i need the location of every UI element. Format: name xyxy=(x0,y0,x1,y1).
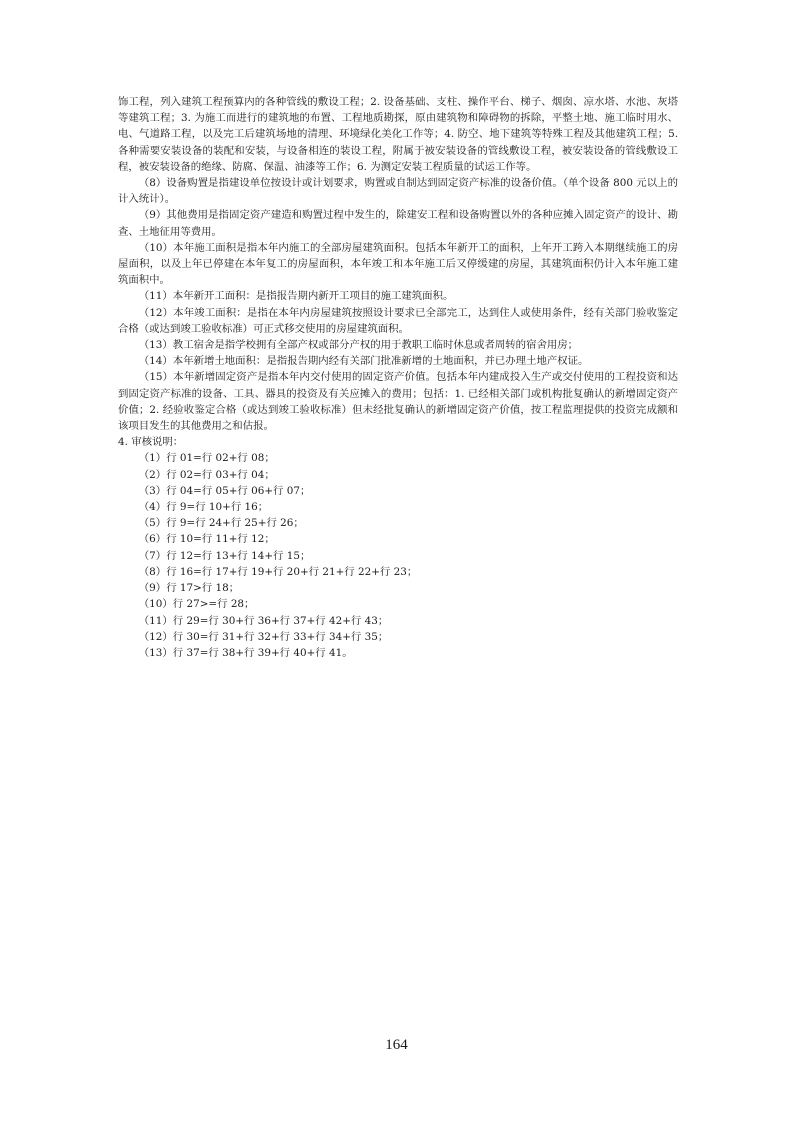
audit-formula-item: （6）行 10=行 11+行 12； xyxy=(138,533,275,546)
audit-formula-list xyxy=(118,450,678,661)
audit-formula-item: （7）行 12=行 13+行 14+行 15； xyxy=(138,549,311,562)
audit-formula-item: （10）行 27>=行 28； xyxy=(138,598,255,611)
paragraph-equipment-purchase: （8）设备购置是指建设单位按设计或计划要求，购置或自制达到固定资产标准的设备价值。（单个设备 800 元以上的计入统计）。 xyxy=(118,177,678,206)
paragraph-new-fixed-assets: （15）本年新增固定资产是指本年内交付使用的固定资产价值。包括本年内建成投入生产或交付使用的工程投资和达到固定资产标准的设备、工具、器具的投资及有关应摊入的费用；包括：1. 已经相关部门或机构批复确认的新增固定资产价值；2. 经验收鉴定合格（或达到竣工验收标准）但未经批复确认的新增固定资产价值，按工程监理提供的投资完成额和该项目发生的其他费用之和估报。 xyxy=(118,371,678,433)
audit-formula-item: （3）行 04=行 05+行 06+行 07； xyxy=(138,484,311,497)
paragraph-staff-dormitory: （13）教工宿舍是指学校拥有全部产权或部分产权的用于教职工临时休息或者周转的宿舍用房； xyxy=(138,339,579,352)
audit-formula-item: （4）行 9=行 10+行 16； xyxy=(138,501,269,514)
paragraph-construction-works: 饰工程，列入建筑工程预算内的各种管线的敷设工程；2. 设备基础、支柱、操作平台、梯子、烟囱、凉水塔、水池、灰塔等建筑工程；3. 为施工而进行的建筑地的布置、工程地质勘探，原由建筑物和障碍物的拆除，平整土地、施工临时用水、电、气道路工程，以及完工后建筑场地的清理、环境绿化美化工作等；4. 防空、地下建筑等特殊工程及其他建筑工程；5. 各种需要安装设备的装配和安装，与设备相连的装设工程，附属于被安装设备的管线敷设工程，被安装设备的管线敷设工程，被安装设备的绝缘、防腐、保温、油漆等工作；6. 为测定安装工程质量的试运工作等。 xyxy=(118,96,678,173)
paragraph-new-land-area: （14）本年新增土地面积：是指报告期内经有关部门批准新增的土地面积，并已办理土地产权证。 xyxy=(138,355,589,368)
paragraph-new-started-area: （11）本年新开工面积：是指报告期内新开工项目的施工建筑面积。 xyxy=(138,290,454,303)
audit-formula-item: （13）行 37=行 38+行 39+行 40+行 41。 xyxy=(138,646,353,659)
audit-formula-item: （12）行 30=行 31+行 32+行 33+行 34+行 35； xyxy=(138,630,389,643)
paragraph-construction-area: （10）本年施工面积是指本年内施工的全部房屋建筑面积。包括本年新开工的面积，上年开工跨入本期继续施工的房屋面积，以及上年已停建在本年复工的房屋面积，本年竣工和本年施工后又停缓建的房屋，其建筑面积仍计入本年施工建筑面积中。 xyxy=(118,241,678,287)
section-heading-audit-notes: 4. 审核说明： xyxy=(118,436,184,449)
page-number: 164 xyxy=(385,1037,408,1053)
paragraph-completed-area: （12）本年竣工面积：是指在本年内房屋建筑按照设计要求已全部完工，达到住人或使用条件，经有关部门验收鉴定合格（或达到竣工验收标准）可正式移交使用的房屋建筑面积。 xyxy=(118,306,678,335)
page-body xyxy=(118,94,678,661)
paragraph-other-expenses: （9）其他费用是指固定资产建造和购置过程中发生的，除建安工程和设备购置以外的各种应摊入固定资产的设计、勘查、土地征用等费用。 xyxy=(118,209,678,238)
audit-formula-item: （1）行 01=行 02+行 08； xyxy=(138,452,275,465)
audit-formula-item: （5）行 9=行 24+行 25+行 26； xyxy=(138,517,304,530)
audit-formula-item: （8）行 16=行 17+行 19+行 20+行 21+行 22+行 23； xyxy=(138,565,418,578)
audit-formula-item: （9）行 17>行 18； xyxy=(138,582,240,595)
audit-formula-item: （2）行 02=行 03+行 04； xyxy=(138,468,275,481)
audit-formula-item: （11）行 29=行 30+行 36+行 37+行 42+行 43； xyxy=(138,614,389,627)
